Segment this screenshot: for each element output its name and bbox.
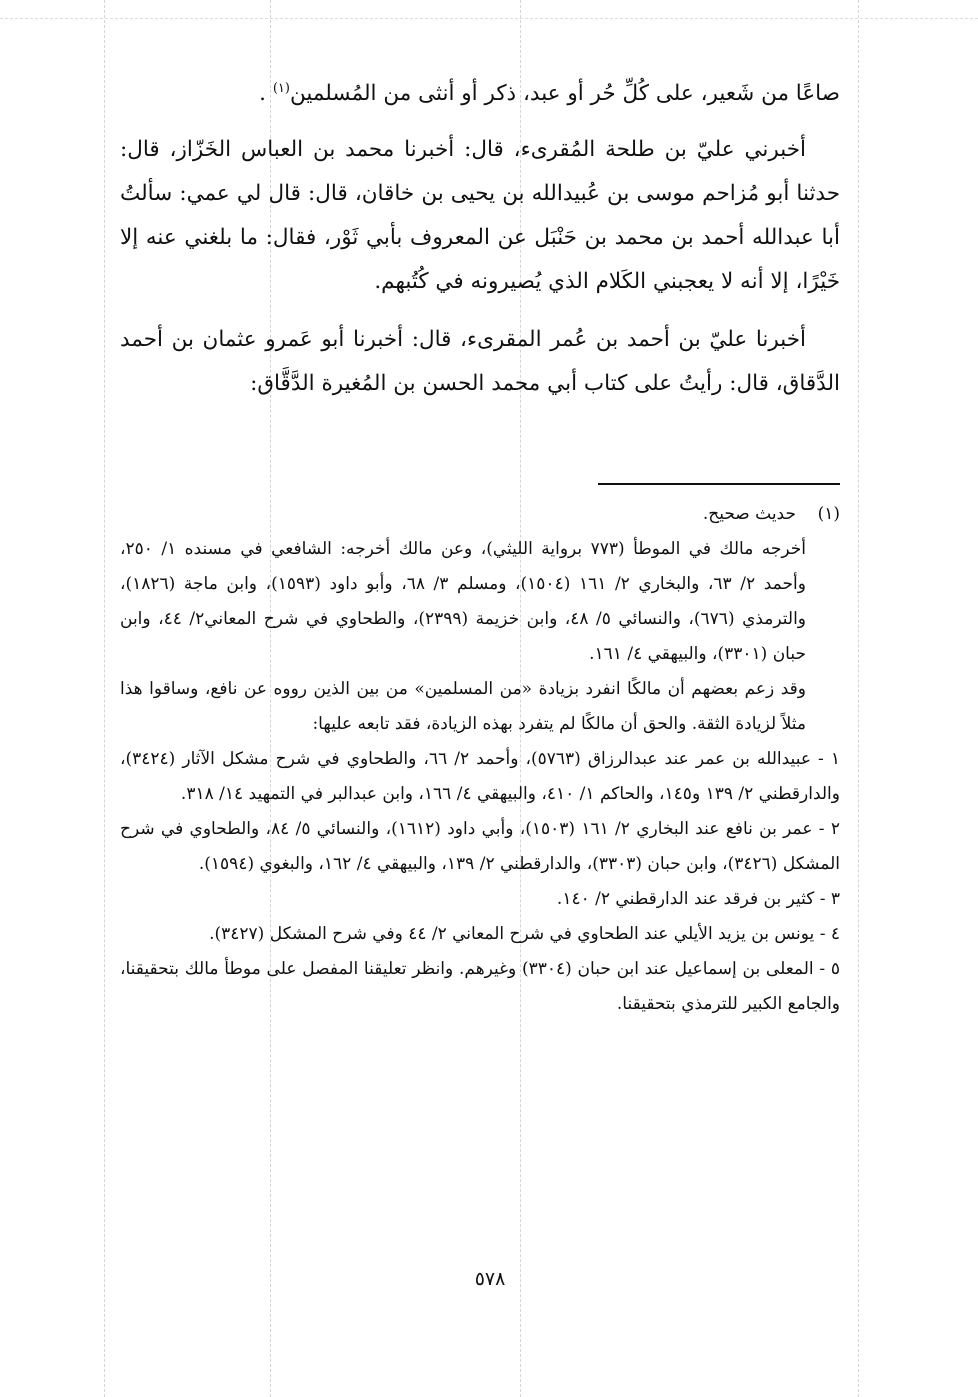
main-line-1-text: صاعًا من شَعير، على كُلِّ حُر أو عبد، ذكر أو أنثى من المُسلمين [289,81,840,106]
footnote-list-item: ٥ - المعلى بن إسماعيل عند ابن حبان (٣٣٠٤) وغيرهم. وانظر تعليقنا المفصل على موطأ مالك بتحقيقنا، والجامع الكبير للترمذي بتحقيقنا. [120,959,840,1014]
footnote-list-item: ١ - عبيدالله بن عمر عند عبدالرزاق (٥٧٦٣)، وأحمد ٢/ ٦٦، والطحاوي في شرح مشكل الآثار (٣٤٢٤)، والدارقطني ٢/ ١٣٩ و١٤٥، والحاكم ١/ ٤١٠، والبيهقي ٤/ ١٦٦، وابن عبدالبر في التمهيد ١٤/ ٣١٨. [120,749,840,804]
footnote-marker: (١) [817,504,840,524]
paragraph-3: أخبرنا عليّ بن أحمد بن عُمر المقرىء، قال: أخبرنا أبو عَمرو عثمان بن أحمد الدَّقاق، قال: رأيتُ على كتاب أبي محمد الحسن بن المُغيرة الدَّقَّاق: [120,327,840,396]
footnote-list-item: ٣ - كثير بن فرقد عند الدارقطني ٢/ ١٤٠. [556,889,840,909]
paragraph-2: أخبرني عليّ بن طلحة المُقرىء، قال: أخبرنا محمد بن العباس الخَزّاز، قال: حدثنا أبو مُزاحم موسى بن عُبيدالله بن يحيى بن خاقان، قال: قال لي عمي: سألتُ أبا عبدالله أحمد بن محمد بن حَنْبَل عن المعروف بأبي ثَوْر، فقال: ما بلغني عنه إلا خَيْرًا، إلا أنه لا يعجبني الكَلام الذي يُصيرونه في كُتُبهم. [120,137,840,294]
footnote-paragraph-1: أخرجه مالك في الموطأ (٧٧٣ برواية الليثي)، وعن مالك أخرجه: الشافعي في مسنده ١/ ٢٥٠، وأحمد ٢/ ٦٣، والبخاري ٢/ ١٦١ (١٥٠٤)، ومسلم ٣/ ٦٨، وأبو داود (١٥٩٣)، وابن ماجة (١٨٢٦)، والترمذي (٦٧٦)، والنسائي ٥/ ٤٨، وابن خزيمة (٢٣٩٩)، والطحاوي في شرح المعاني٢/ ٤٤، وابن حبان (٣٣٠١)، والبيهقي ٤/ ١٦١. [120,539,807,664]
footnote-list-item: ٢ - عمر بن نافع عند البخاري ٢/ ١٦١ (١٥٠٣)، وأبي داود (١٦١٢)، والنسائي ٥/ ٨٤، والطحاوي في شرح المشكل (٣٤٢٦)، وابن حبان (٣٣٠٣)، والدارقطني ٢/ ١٣٩، والبيهقي ٤/ ١٦٢، والبغوي (١٥٩٤). [120,819,840,874]
scan-guide-line [0,18,978,19]
footnote-reference: (١) [272,80,290,96]
footnotes-section [120,497,840,1022]
scan-guide-line [858,0,859,1397]
footnote-heading [120,497,840,532]
page-number: ٥٧٨ [474,1268,506,1290]
scan-guide-line [104,0,105,1397]
footnote-heading-text: حديث صحيح. [702,504,796,524]
footnote-separator [598,483,840,485]
footnote-list-item: ٤ - يونس بن يزيد الأيلي عند الطحاوي في شرح المعاني ٢/ ٤٤ وفي شرح المشكل (٣٤٢٧). [209,924,840,944]
main-line-1: صاعًا من شَعير، على كُلِّ حُر أو عبد، ذكر أو أنثى من المُسلمين$^{(١)}$ . [259,80,840,106]
main-text [120,72,840,406]
footnote-paragraph-2: وقد زعم بعضهم أن مالكًا انفرد بزيادة «من المسلمين» من بين الذين رووه عن نافع، وساقوا هذا مثلاً لزيادة الثقة. والحق أن مالكًا لم يتفرد بهذه الزيادة، فقد تابعه عليها: [120,679,806,734]
